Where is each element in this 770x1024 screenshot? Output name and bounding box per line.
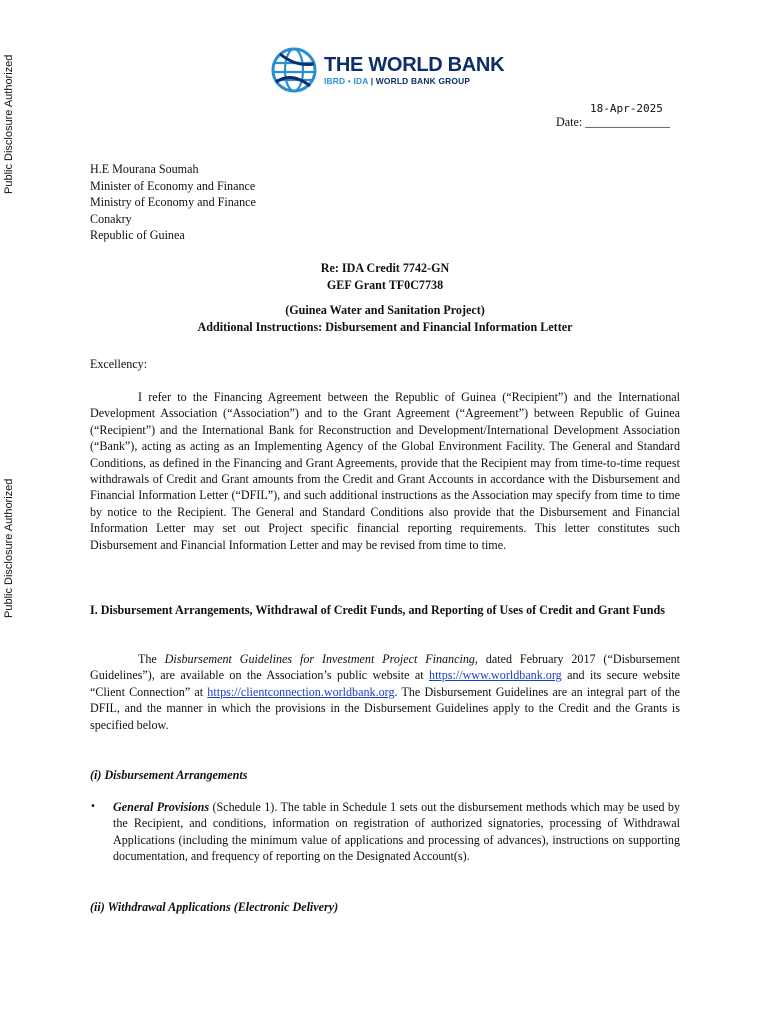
subject-credit: Re: IDA Credit 7742-GN	[320, 261, 450, 275]
disclosure-side-label-bottom: Public Disclosure Authorized	[3, 478, 15, 618]
recipient-address	[90, 161, 256, 244]
subheading-withdrawal-applications: (ii) Withdrawal Applications (Electronic Delivery)	[90, 900, 339, 914]
bullet-marker: •	[90, 801, 96, 812]
subject-title: Additional Instructions: Disbursement and Financial Information Letter	[197, 319, 573, 334]
guidelines-paragraph: The Disbursement Guidelines for Investment Project Financing, dated February 2017 (“Disbursement Guidelines”), are available on the Association’s public website at https://www.worldbank.org and its secure website “Client Connection” at https://clientconnection.worldbank.org. The Disbursement Guidelines are an integral part of the DFIL, and the manner in which the provisions in the Disbursement Guidelines apply to the Credit and the Grants is specified below.	[90, 652, 681, 732]
subject-grant: GEF Grant TF0C7738	[326, 277, 444, 292]
logo-subtitle: IBRD • IDA | WORLD BANK GROUP	[324, 75, 471, 86]
bullet-title: General Provisions	[113, 800, 210, 814]
list-item	[90, 799, 680, 865]
salutation: Excellency:	[90, 357, 148, 371]
intro-paragraph: I refer to the Financing Agreement between the Republic of Guinea (“Recipient”) and the International Development Association (“Association”) and to the Grant Agreement (“Agreement”) between Republic of Guinea (“Recipient”) and the International Bank for Reconstruction and Development/International Development Association (“Bank”), acting as acting as an Implementing Agency of the Global Environment Facility. The General and Standard Conditions, as defined in the Financing and Grant Agreements, provide that the Recipient may from time-to-time request withdrawals of Credit and Grant amounts from the Credit and Grant Accounts in accordance with the Disbursement and Financial Information Letter (“DFIL”), and such additional instructions as the Association may specify from time to time by notice to the Recipient. The General and Standard Conditions also provide that the Disbursement and Financial Information Letter may set out Project specific financial reporting requirements. This letter constitutes such Disbursement and Financial Information Letter and may be revised from time to time.	[90, 390, 680, 552]
date-stamp: 18-Apr-2025	[590, 102, 663, 115]
address-line: Ministry of Economy and Finance	[90, 195, 256, 209]
worldbank-link[interactable]: https://www.worldbank.org	[429, 668, 562, 683]
address-line: H.E Mourana Soumah	[90, 162, 199, 176]
section-heading: I. Disbursement Arrangements, Withdrawal of Credit Funds, and Reporting of Uses of Credit and Grant Funds	[90, 603, 665, 617]
address-line: Conakry	[90, 211, 132, 226]
client-connection-link[interactable]: https://clientconnection.worldbank.org	[207, 684, 395, 699]
address-line: Republic of Guinea	[90, 228, 185, 242]
date-label: Date: ______________	[556, 115, 670, 129]
subject-block	[90, 260, 680, 335]
address-line: Minister of Economy and Finance	[90, 178, 256, 193]
logo-title: THE WORLD BANK	[324, 53, 505, 76]
bullet-text: (Schedule 1). The table in Schedule 1 sets out the disbursement methods which may be used by the Recipient, and conditions, information on registration of authorized signatories, processing of Withdrawal Applications (including the minimum value of applications and processing of advances), instructions on supporting documentation, and frequency of reporting on the Designated Account(s).	[113, 800, 680, 864]
subject-project: (Guinea Water and Sanitation Project)	[285, 303, 485, 317]
subheading-disbursement-arrangements: (i) Disbursement Arrangements	[90, 768, 248, 782]
disclosure-side-label-top: Public Disclosure Authorized	[3, 54, 15, 194]
globe-icon	[270, 46, 318, 94]
world-bank-logo	[270, 46, 504, 94]
guidelines-title: Disbursement Guidelines for Investment Project Financing,	[164, 652, 478, 666]
